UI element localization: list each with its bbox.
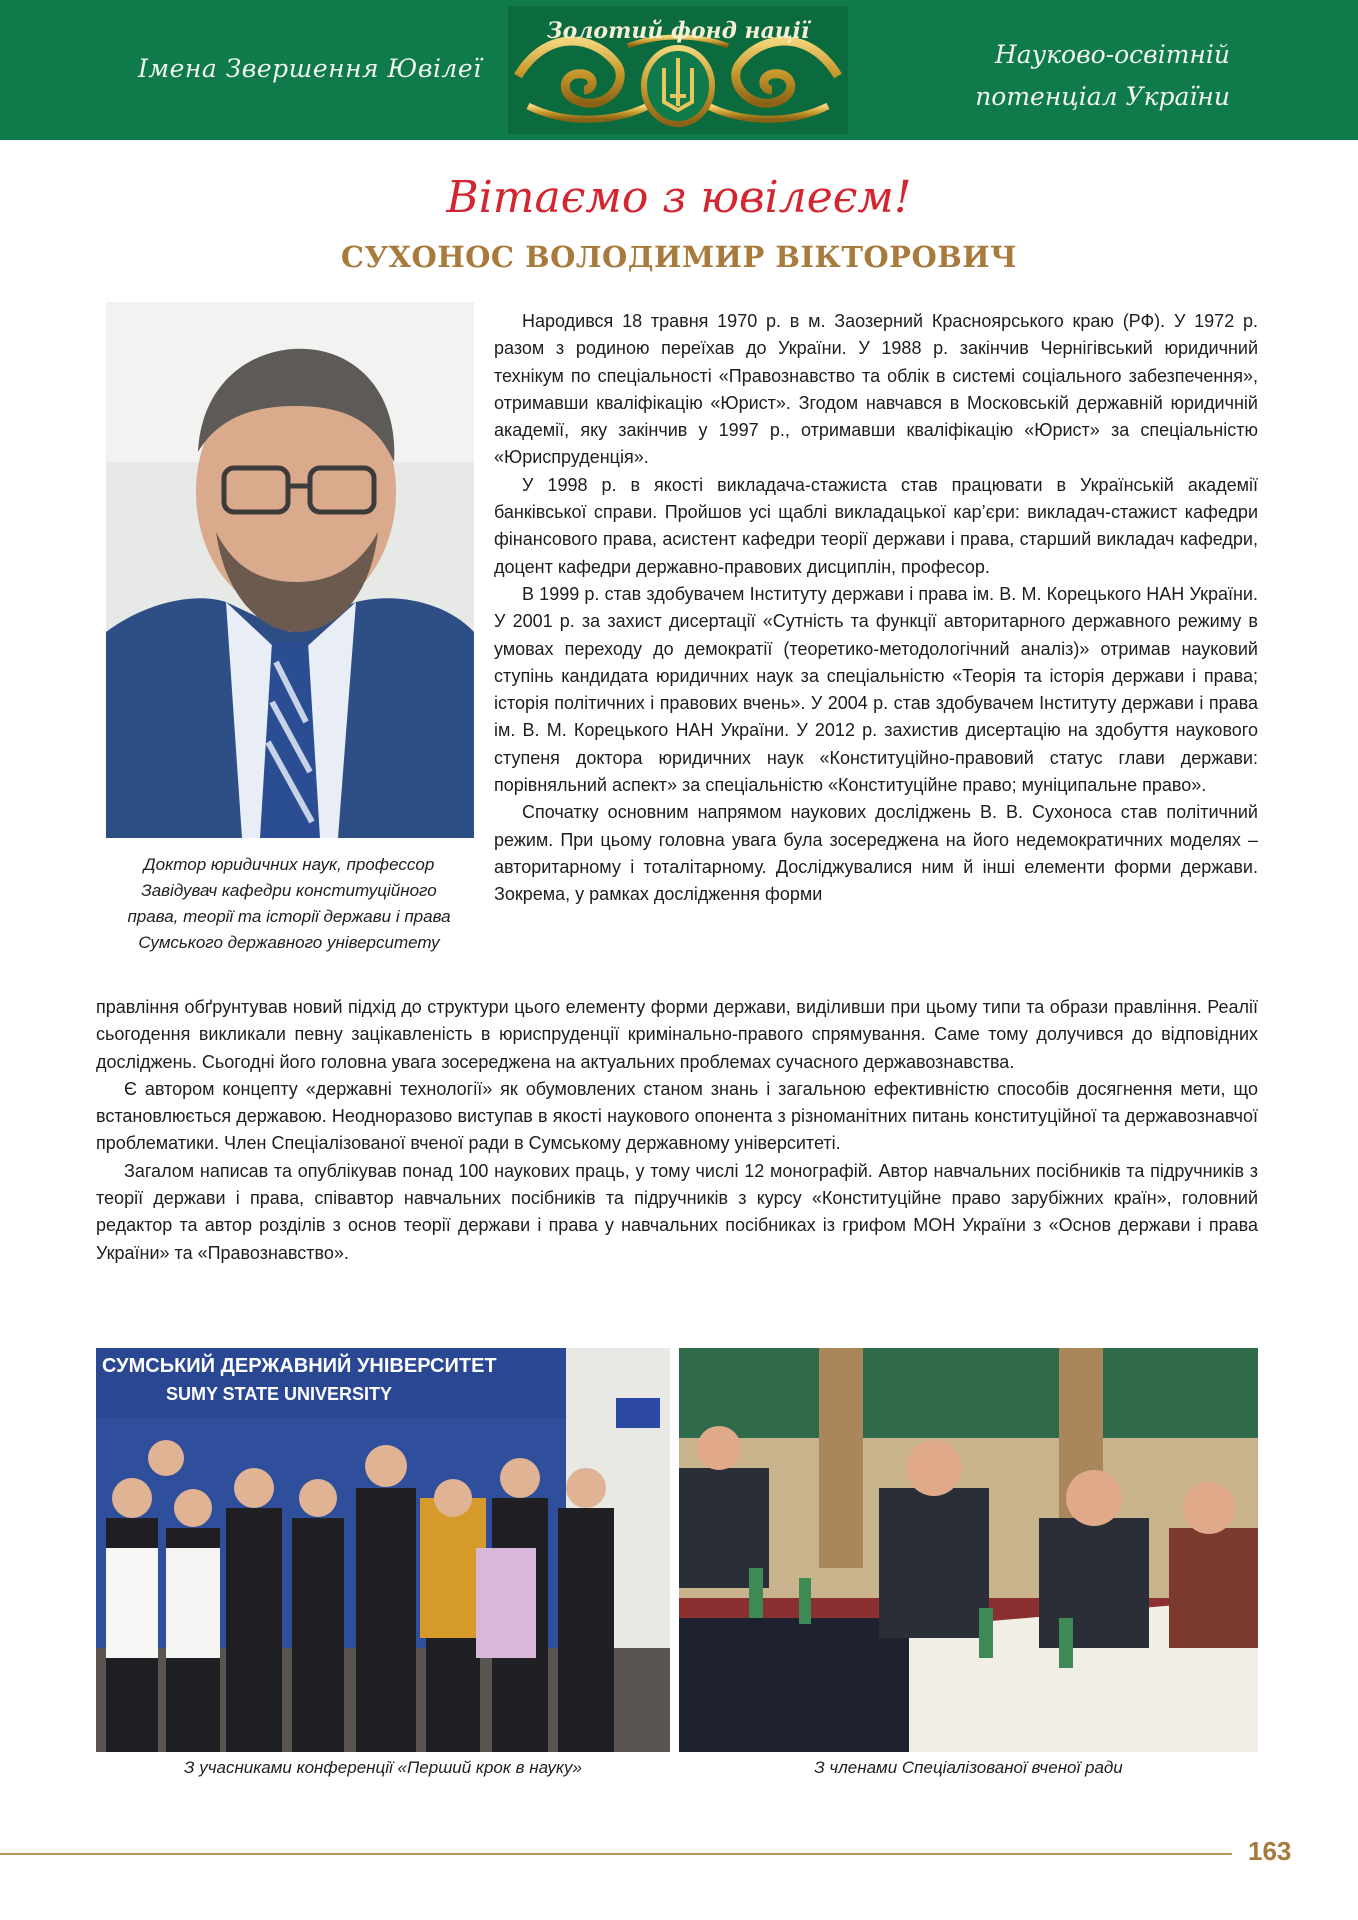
emblem	[508, 6, 848, 134]
greeting-title: Вітаємо з ювілеєм!	[446, 172, 912, 223]
biography-paragraph-continuation: правління обґрунтував новий підхід до структури цього елементу форми держави, виділивши при цьому типи та образи правління. Реалії сьогодення викликали певну зацікавленість в юриспруденції кримінально-правого спрямування. Саме тому долучився до відповідних досліджень. Сьогодні його головна увага зосереджена на актуальних проблемах сучасного державознавства.	[96, 997, 1258, 1072]
page-number: 163	[1248, 1836, 1292, 1866]
header-left-title: Імена Звершення Ювілеї	[138, 54, 482, 83]
banner-line-2: SUMY STATE UNIVERSITY	[166, 1384, 393, 1404]
banner-line-1: СУМСЬКИЙ ДЕРЖАВНИЙ УНІВЕРСИТЕТ	[102, 1355, 497, 1377]
portrait-photo	[106, 302, 474, 838]
biography-paragraph: В 1999 р. став здобувачем Інституту держави і права ім. В. М. Корецького НАН України. У 2001 р. за захист дисертації «Сутність та функції авторитарного державного режиму в умовах переходу до демократії (теоретико-методологічний аналіз)» отримав науковий ступінь кандидата юридичних наук за спеціальністю «Теорія та історія держави і права; історія політичних і правових вчень». У 2004 р. став здобувачем Інституту держави і права ім. В. М. Корецького НАН України. У 2012 р. захистив дисертацію на здобуття наукового ступеня доктора юридичних наук «Конституційно-правовий статус глави держави: порівняльний аспект» за спеціальністю «Конституційне право; муніципальне право».	[494, 583, 1258, 796]
council-photo	[679, 1348, 1258, 1752]
header-right-line-2: потенціал України	[975, 82, 1230, 111]
person-name: СУХОНОС ВОЛОДИМИР ВІКТОРОВИЧ	[340, 240, 1018, 274]
biography-paragraph: У 1998 р. в якості викладача-стажиста став працювати в Українській академії банківської справи. Пройшов усі щаблі викладацької кар’єри: викладач-стажист кафедри фінансового права, асистент кафедри теорії держави і права, старший викладач кафедри, доцент кафедри державно-правових дисциплін, професор.	[494, 474, 1258, 577]
biography-paragraph: Народився 18 травня 1970 р. в м. Заозерний Красноярського краю (РФ). У 1972 р. разом з родиною переїхав до України. У 1988 р. закінчив Чернігівський юридичний технікум по спеціальності «Правознавство та облік в системі соціального забезпечення», отримавши кваліфікацію «Юрист». Згодом навчався в Московській державній юридичній академії, яку закінчив у 1997 р., отримавши кваліфікацію «Юрист» за спеціальністю «Юриспруденція».	[494, 311, 1258, 468]
biography-paragraph: Є автором концепту «державні технології» як обумовлених станом знань і загальною ефективністю способів досягнення мети, що встановлюється державою. Неодноразово виступав в якості наукового опонента з різноманітних питань конституційної та державознавчої проблематики. Член Спеціалізованої вченої ради в Сумському державному університеті.	[96, 1078, 1258, 1154]
council-photo-caption: З членами Спеціалізованої вченої ради	[814, 1758, 1123, 1777]
footer-divider	[0, 1853, 1232, 1855]
conference-photo	[96, 1348, 670, 1752]
emblem-title: Золотий фонд нації	[546, 18, 810, 44]
portrait-caption-line: Завідувач кафедри конституційного	[141, 881, 437, 900]
biography-paragraph: Спочатку основним напрямом наукових досліджень В. В. Сухоноса став політичний режим. При цьому головна увага була зосереджена на його недемократичних моделях – авторитарному і тоталітарному. Досліджувалися ним й інші елементи форми держави. Зокрема, у рамках дослідження форми	[494, 802, 1258, 905]
header-right-title	[975, 34, 1230, 118]
portrait-caption-line: Сумського державного університету	[138, 933, 440, 952]
portrait-caption	[96, 852, 482, 956]
conference-photo-caption: З учасниками конференції «Перший крок в науку»	[184, 1758, 582, 1777]
header-right-line-1: Науково-освітній	[994, 40, 1230, 69]
biography-paragraph: Загалом написав та опублікував понад 100 наукових праць, у тому числі 12 монографій. Автор навчальних посібників та підручників з теорії держави і права, співавтор навчальних посібників та підручників з курсу «Конституційне право зарубіжних країн», головний редактор та автор розділів з основ теорії держави і права у навчальних посібниках із грифом МОН України з «Основ держави і права України» та «Правознавство».	[96, 1160, 1258, 1263]
page-header	[0, 0, 1358, 140]
biography-lower	[96, 994, 1258, 1267]
portrait-caption-line: права, теорії та історії держави і права	[127, 907, 451, 926]
biography-upper	[494, 308, 1258, 909]
portrait-caption-line: Доктор юридичних наук, профессор	[143, 855, 435, 874]
